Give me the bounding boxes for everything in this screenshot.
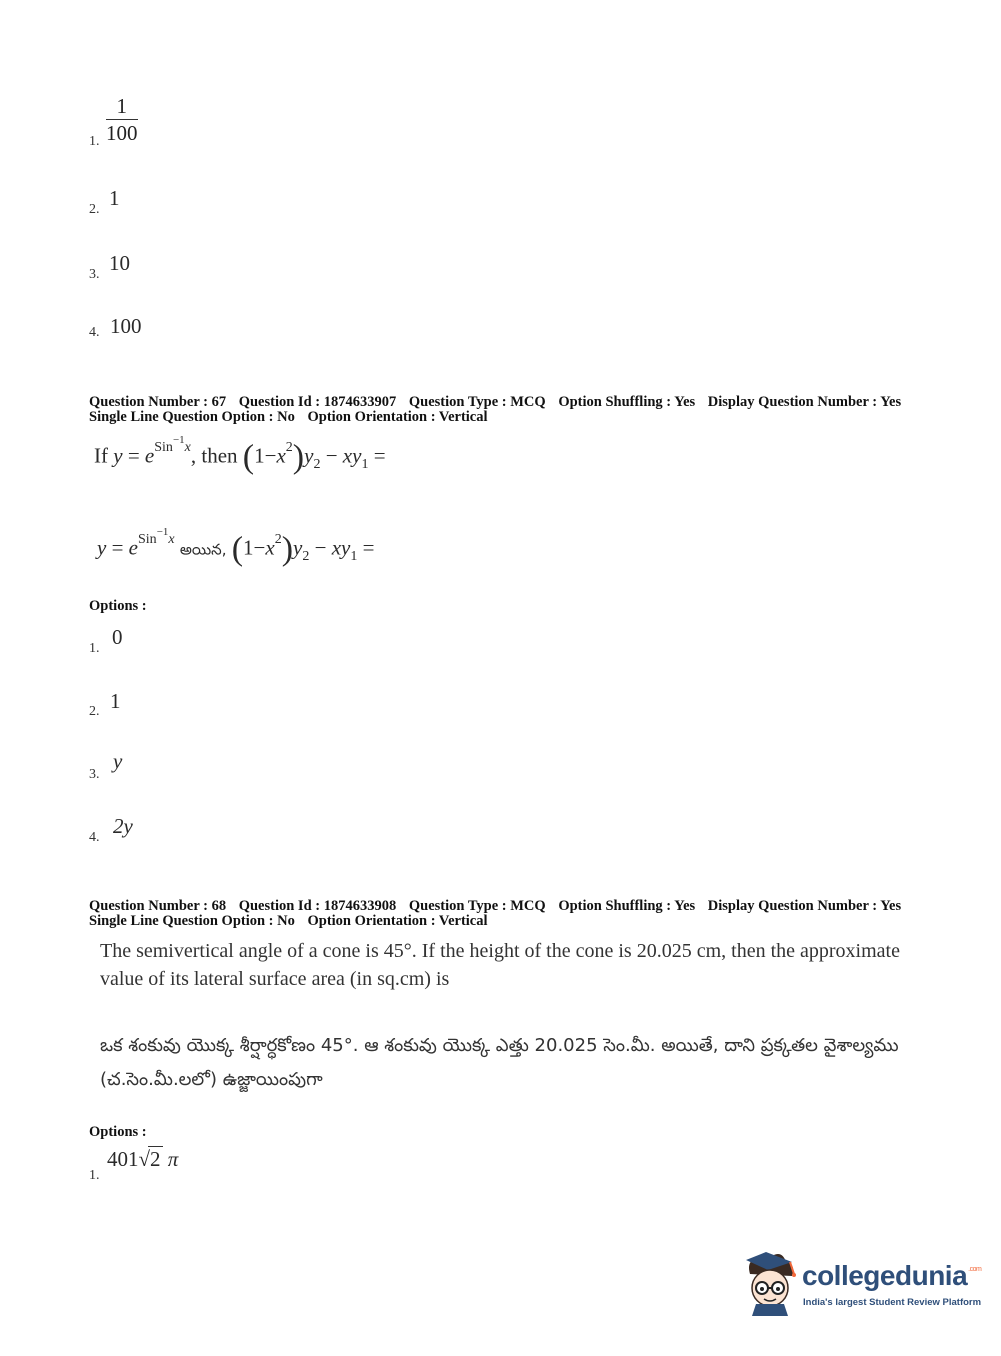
option-value: 100 [110,314,142,338]
logo-tagline: India's largest Student Review Platform [803,1297,982,1308]
question-word: If [94,443,108,468]
option-radicand: 2 [150,1147,161,1171]
option-number: 3. [89,267,100,282]
option-number: 2. [89,202,100,217]
question-meta-line1 [89,395,910,410]
question-text-en: The semivertical angle of a cone is 45°. If the height of the cone is 20.025 cm, then the approximate value of its lateral surface area (in sq.cm) is [100,940,900,990]
meta-field: Display Question Number : Yes [707,898,902,914]
question-meta-line2 [89,410,497,425]
mascot-icon [742,1248,800,1318]
option-number: 4. [89,325,100,340]
option-value: 1 [110,689,121,713]
fraction-denominator: 100 [106,121,138,145]
meta-field: Display Question Number : Yes [707,394,902,410]
option-number: 1. [89,134,100,149]
meta-field: Option Shuffling : Yes [558,394,696,410]
option-value: 2y [113,814,133,838]
options-label: Options : [89,1124,147,1140]
question-text-te: $y = e^{Sin^{-1}x}$ అయిన, $(1-x^2)y_2 - xy_1$ = [97,526,375,568]
question-text-en: If $y = e^{Sin^{-1}x}$, then $(1-x^2)y_2 - xy_1$ = [94,434,386,476]
meta-field: Question Type : MCQ [408,394,546,410]
meta-field: Question Number : 68 [89,898,227,914]
option-fraction [106,93,138,146]
options-label: Options : [89,598,147,614]
meta-field: Question Id : 1874633908 [238,898,397,914]
meta-field: Option Orientation : Vertical [307,409,488,425]
option-number: 4. [89,830,100,845]
meta-field: Option Orientation : Vertical [307,913,488,929]
option-value: 10 [109,251,130,275]
option-number: 1. [89,641,100,656]
meta-field: Question Type : MCQ [408,898,546,914]
option-value: y [113,749,123,773]
question-meta-line2 [89,914,497,929]
meta-field: Question Number : 67 [89,394,227,410]
option-value: 1 [109,186,120,210]
question-text-te: ఒక శంకువు యొక్క శీర్షార్ధకోణం 45°. ఆ శంకువు యొక్క ఎత్తు 20.025 సెం.మీ. అయితే, దాని ప్రక్కతల వైశాల్యము (చ.సెం.మీ.లలో) ఉజ్జాయింపుగా [100,1035,899,1090]
meta-field: Single Line Question Option : No [89,913,295,929]
meta-field: Option Shuffling : Yes [558,898,696,914]
option-pi: π [167,1147,179,1171]
logo-name: collegedunia [802,1260,968,1291]
option-value: 0 [112,625,123,649]
option-value: 401√2 π [107,1147,179,1171]
option-number: 3. [89,767,100,782]
option-number: 1. [89,1168,100,1183]
option-number: 2. [89,704,100,719]
option-coefficient: 401 [107,1147,139,1171]
question-word: , then [190,443,238,468]
fraction-numerator: 1 [106,93,138,120]
meta-field: Question Id : 1874633907 [238,394,397,410]
collegedunia-logo [742,1248,982,1320]
meta-field: Single Line Question Option : No [89,409,295,425]
question-meta-line1 [89,899,910,914]
question-word: అయిన, [179,540,227,559]
logo-dotcom: .com [968,1266,982,1273]
logo-wordmark [802,1260,981,1292]
